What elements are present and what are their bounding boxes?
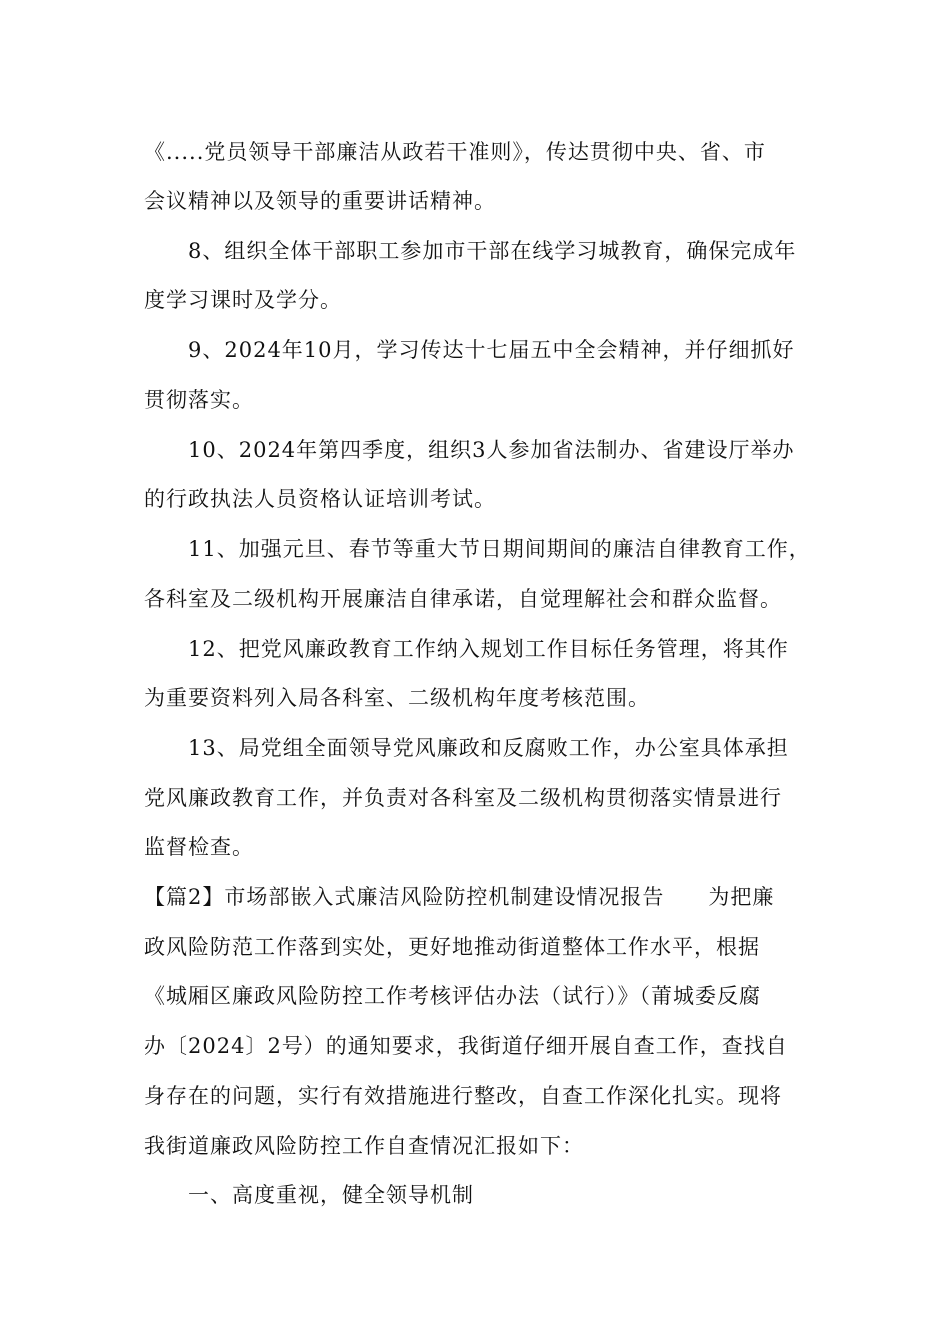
text-line: 【篇2】市场部嵌入式廉洁风险防控机制建设情况报告 为把廉 (144, 885, 775, 909)
text-line: 会议精神以及领导的重要讲话精神。 (144, 189, 496, 213)
text-line: 《.....党员领导干部廉洁从政若干准则》，传达贯彻中央、省、市 (144, 140, 766, 164)
text-line: 监督检查。 (144, 835, 254, 859)
text-line: 《城厢区廉政风险防控工作考核评估办法（试行）》（莆城委反腐 (144, 984, 761, 1008)
text-line: 我街道廉政风险防控工作自查情况汇报如下： (144, 1134, 584, 1158)
text-line: 13、局党组全面领导党风廉政和反腐败工作，办公室具体承担 (188, 736, 789, 760)
text-line: 9、2024年10月，学习传达十七届五中全会精神，并仔细抓好 (188, 338, 795, 362)
text-line: 8、组织全体干部职工参加市干部在线学习城教育，确保完成年 (188, 239, 797, 263)
text-line: 度学习课时及学分。 (144, 288, 342, 312)
text-line: 贯彻落实。 (144, 388, 254, 412)
text-line: 12、把党风廉政教育工作纳入规划工作目标任务管理，将其作 (188, 637, 789, 661)
text-line: 各科室及二级机构开展廉洁自律承诺，自觉理解社会和群众监督。 (144, 587, 782, 611)
text-line: 党风廉政教育工作，并负责对各科室及二级机构贯彻落实情景进行 (144, 786, 782, 810)
section-heading: 一、高度重视，健全领导机制 (188, 1183, 474, 1207)
text-line: 11、加强元旦、春节等重大节日期间期间的廉洁自律教育工作， (188, 537, 811, 561)
text-line: 身存在的问题，实行有效措施进行整改，自查工作深化扎实。现将 (144, 1084, 782, 1108)
text-line: 的行政执法人员资格认证培训考试。 (144, 487, 496, 511)
text-line: 为重要资料列入局各科室、二级机构年度考核范围。 (144, 686, 650, 710)
text-line: 政风险防范工作落到实处，更好地推动街道整体工作水平，根据 (144, 935, 760, 959)
text-line: 10、2024年第四季度，组织3人参加省法制办、省建设厅举办 (188, 438, 795, 462)
text-line: 办〔2024〕2号）的通知要求，我街道仔细开展自查工作，查找自 (144, 1034, 788, 1058)
